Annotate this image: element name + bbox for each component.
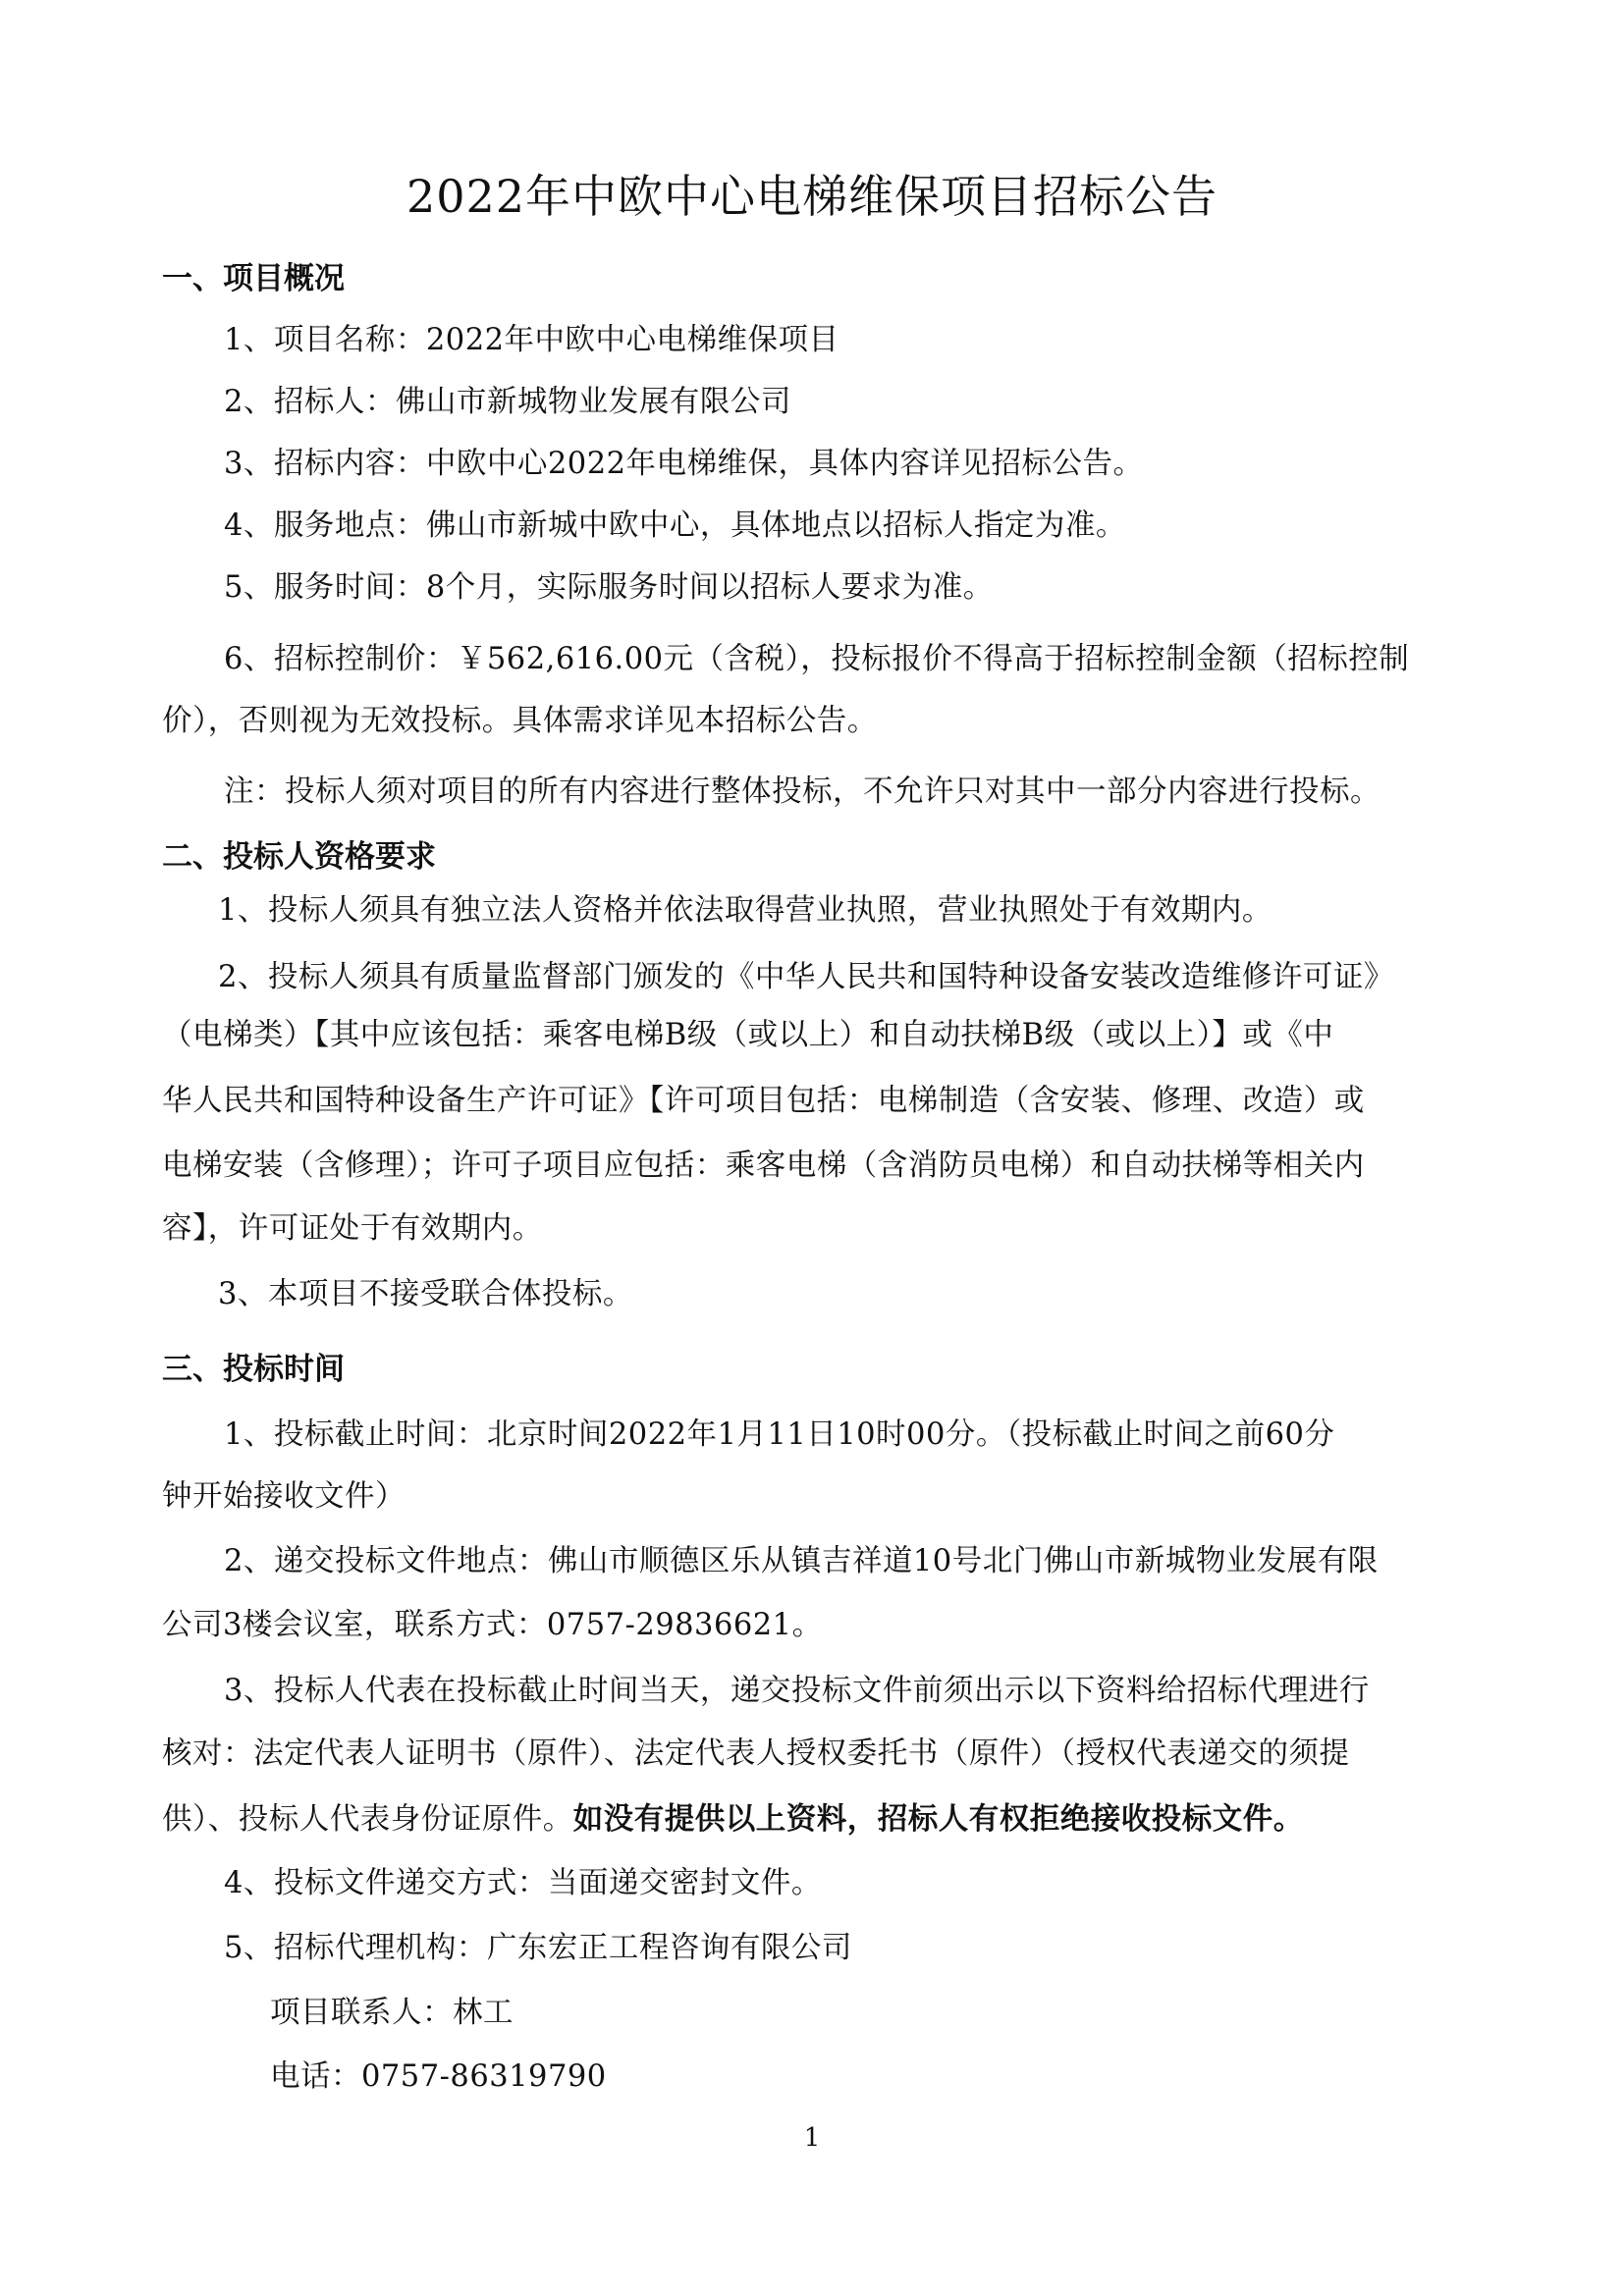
bid-time-item-1-line1: 1、投标截止时间：北京时间2022年1月11日10时00分。（投标截止时间之前60分 [224, 1417, 1335, 1452]
bid-time-item-3-line2: 核对：法定代表人证明书（原件）、法定代表人授权委托书（原件）（授权代表递交的须提 [162, 1736, 1350, 1771]
bid-time-item-3-line3 [162, 1799, 1304, 1840]
qualification-item-2-line1: 2、投标人须具有质量监督部门颁发的《中华人民共和国特种设备安装改造维修许可证》 [218, 960, 1394, 994]
qualification-item-3: 3、本项目不接受联合体投标。 [218, 1277, 633, 1311]
overview-item-6-line1: 6、招标控制价：￥562,616.00元（含税），投标报价不得高于招标控制金额（招标控制 [224, 642, 1410, 676]
overview-item-6-line2: 价），否则视为无效投标。具体需求详见本招标公告。 [162, 704, 878, 738]
section-heading-qualification: 二、投标人资格要求 [162, 839, 436, 875]
section-heading-bid-time: 三、投标时间 [162, 1352, 345, 1387]
overview-note: 注：投标人须对项目的所有内容进行整体投标，不允许只对其中一部分内容进行投标。 [224, 774, 1380, 809]
qualification-item-2-line4: 电梯安装（含修理）；许可子项目应包括：乘客电梯（含消防员电梯）和自动扶梯等相关内 [162, 1148, 1365, 1183]
contact-person: 项目联系人：林工 [270, 1996, 514, 2030]
bid-time-item-5: 5、招标代理机构：广东宏正工程咨询有限公司 [224, 1931, 852, 1965]
bid-time-item-1-line2: 钟开始接收文件） [162, 1479, 406, 1514]
overview-item-2: 2、招标人：佛山市新城物业发展有限公司 [224, 385, 791, 419]
qualification-item-2-line3: 华人民共和国特种设备生产许可证》【许可项目包括：电梯制造（含安装、修理、改造）或 [162, 1084, 1365, 1118]
bid-time-item-3-plain: 供）、投标人代表身份证原件。 [162, 1802, 573, 1837]
section-heading-overview: 一、项目概况 [162, 261, 345, 296]
bid-time-item-3-warning: 如没有提供以上资料，招标人有权拒绝接收投标文件。 [572, 1801, 1304, 1837]
page-number: 1 [803, 2123, 821, 2153]
overview-item-4: 4、服务地点：佛山市新城中欧中心，具体地点以招标人指定为准。 [224, 508, 1126, 543]
overview-item-3: 3、招标内容：中欧中心2022年电梯维保，具体内容详见招标公告。 [224, 447, 1144, 481]
qualification-item-1: 1、投标人须具有独立法人资格并依法取得营业执照，营业执照处于有效期内。 [218, 893, 1272, 928]
qualification-item-2-line2: （电梯类）【其中应该包括：乘客电梯B级（或以上）和自动扶梯B级（或以上）】或《中 [162, 1018, 1334, 1052]
page-title: 2022年中欧中心电梯维保项目招标公告 [406, 170, 1218, 223]
qualification-item-2-line5: 容】，许可证处于有效期内。 [162, 1211, 543, 1246]
contact-phone: 电话：0757-86319790 [270, 2059, 607, 2094]
overview-item-5: 5、服务时间：8个月，实际服务时间以招标人要求为准。 [224, 570, 994, 605]
bid-time-item-2-line1: 2、递交投标文件地点：佛山市顺德区乐从镇吉祥道10号北门佛山市新城物业发展有限 [224, 1544, 1379, 1578]
bid-time-item-2-line2: 公司3楼会议室，联系方式：0757-29836621。 [162, 1608, 823, 1642]
bid-time-item-4: 4、投标文件递交方式：当面递交密封文件。 [224, 1866, 822, 1900]
overview-item-1: 1、项目名称：2022年中欧中心电梯维保项目 [224, 323, 839, 357]
bid-time-item-3-line1: 3、投标人代表在投标截止时间当天，递交投标文件前须出示以下资料给招标代理进行 [224, 1674, 1370, 1708]
